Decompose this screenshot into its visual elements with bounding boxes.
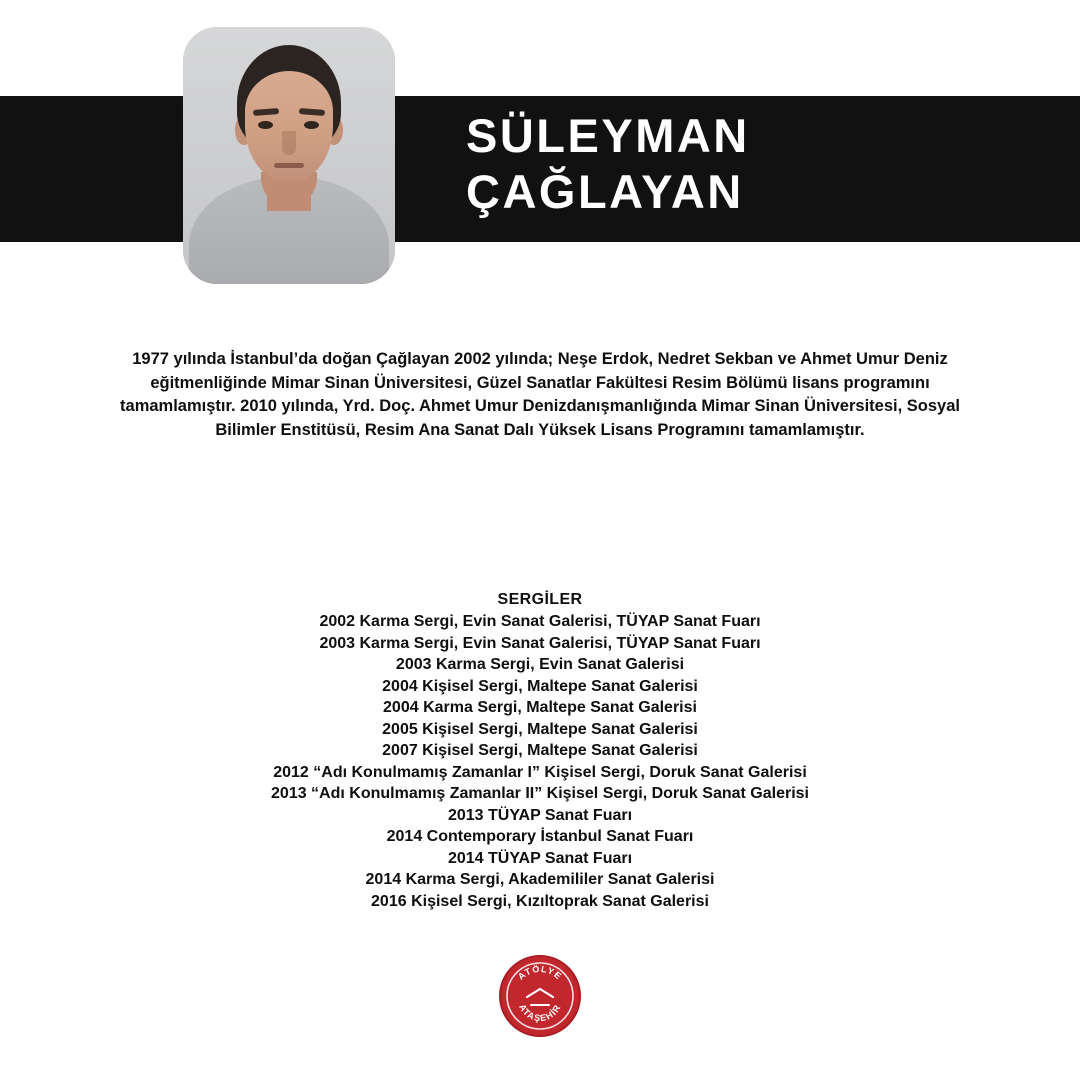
- exhibition-item: 2007 Kişisel Sergi, Maltepe Sanat Galerisi: [382, 742, 698, 759]
- exhibitions-title: SERGİLER: [497, 591, 583, 608]
- exhibition-item: 2013 “Adı Konulmamış Zamanlar II” Kişisel Sergi, Doruk Sanat Galerisi: [271, 785, 809, 802]
- portrait-mouth: [274, 163, 304, 168]
- portrait-eye-left: [258, 121, 273, 129]
- exhibition-item: 2004 Kişisel Sergi, Maltepe Sanat Galerisi: [382, 677, 698, 695]
- atolye-atasehir-logo-icon: [497, 953, 583, 1039]
- exhibition-item: 2012 “Adı Konulmamış Zamanlar I” Kişisel Sergi, Doruk Sanat Galerisi: [273, 763, 807, 781]
- exhibition-item: 2013 TÜYAP Sanat Fuarı: [447, 806, 633, 824]
- exhibition-item: 2004 Karma Sergi, Maltepe Sanat Galerisi: [383, 699, 697, 716]
- exhibition-item: 2014 Karma Sergi, Akademililer Sanat Galerisi: [365, 871, 715, 888]
- artist-portrait: [183, 27, 395, 284]
- exhibition-item: 2014 TÜYAP Sanat Fuarı: [447, 849, 633, 867]
- artist-name: [466, 108, 1046, 220]
- exhibition-item: 2016 Kişisel Sergi, Kızıltoprak Sanat Galerisi: [371, 892, 709, 910]
- exhibition-item: 2005 Kişisel Sergi, Maltepe Sanat Galerisi: [382, 720, 698, 738]
- portrait-nose: [282, 131, 296, 155]
- logo-text-bottom: ATAŞEHİR: [517, 1002, 563, 1024]
- logo-text-top: ATÖLYE: [515, 963, 565, 982]
- artist-name-line-1: SÜLEYMAN: [466, 109, 750, 162]
- portrait-photo: [183, 27, 395, 284]
- exhibitions-section: [90, 589, 990, 912]
- artist-biography: 1977 yılında İstanbul’da doğan Çağlayan 2002 yılında; Neşe Erdok, Nedret Sekban ve Ahmet Umur Deniz eğitmenliğinde Mimar Sinan Üniversitesi, Güzel Sanatlar Fakültesi Resim Bölümü lisans programını tamamlamıştır. 2010 yılında, Yrd. Doç. Ahmet Umur Denizdanışmanlığında Mimar Sinan Üniversitesi, Sosyal Bilimler Enstitüsü, Resim Ana Sanat Dalı Yüksek Lisans Programını tamamlamıştır.: [120, 350, 960, 439]
- portrait-eye-right: [304, 121, 319, 129]
- exhibition-item: 2003 Karma Sergi, Evin Sanat Galerisi, TÜYAP Sanat Fuarı: [319, 634, 761, 652]
- artist-name-line-2: ÇAĞLAYAN: [466, 165, 744, 218]
- exhibition-item: 2003 Karma Sergi, Evin Sanat Galerisi: [395, 656, 685, 673]
- exhibition-item: 2014 Contemporary İstanbul Sanat Fuarı: [386, 828, 694, 845]
- exhibition-item: 2002 Karma Sergi, Evin Sanat Galerisi, TÜYAP Sanat Fuarı: [319, 613, 761, 630]
